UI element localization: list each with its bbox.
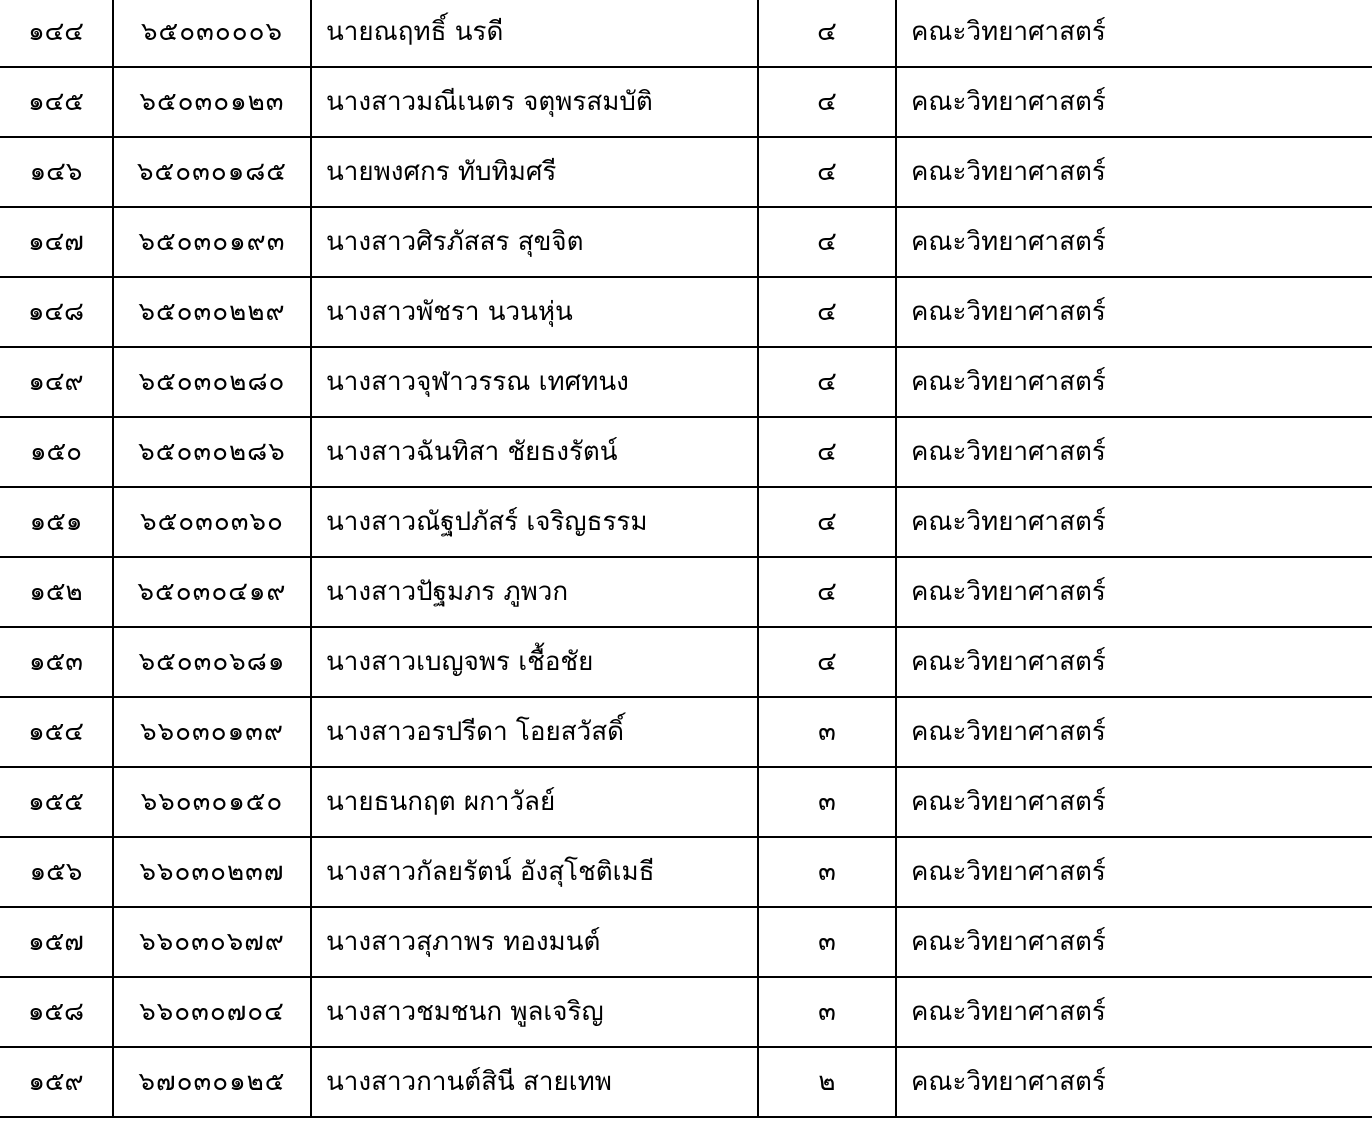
table-row [0, 837, 1372, 907]
table-row [0, 347, 1372, 417]
student-name: นางสาวพัชรา นวนหุ่น [311, 277, 758, 347]
table-row [0, 977, 1372, 1047]
faculty: คณะวิทยาศาสตร์ [896, 907, 1372, 977]
row-number: ๑๕๙ [0, 1047, 113, 1117]
year-level: ๓ [758, 767, 896, 837]
student-name: นางสาวอรปรีดา โอยสวัสดิ์ [311, 697, 758, 767]
table-row [0, 907, 1372, 977]
student-name: นางสาวศิรภัสสร สุขจิต [311, 207, 758, 277]
student-name: นายธนกฤต ผกาวัลย์ [311, 767, 758, 837]
student-id: ๖๕๐๓๐๒๘๖ [113, 417, 311, 487]
table-row [0, 277, 1372, 347]
table-row [0, 697, 1372, 767]
student-name: นางสาวกัลยรัตน์ อังสุโชติเมธี [311, 837, 758, 907]
student-name: นางสาวณัฐปภัสร์ เจริญธรรม [311, 487, 758, 557]
year-level: ๓ [758, 977, 896, 1047]
row-number: ๑๕๒ [0, 557, 113, 627]
student-id: ๖๖๐๓๐๑๓๙ [113, 697, 311, 767]
student-name: นางสาวเบญจพร เชื้อชัย [311, 627, 758, 697]
year-level: ๔ [758, 277, 896, 347]
student-name: นางสาวจุฬาวรรณ เทศทนง [311, 347, 758, 417]
faculty: คณะวิทยาศาสตร์ [896, 417, 1372, 487]
student-id: ๖๕๐๓๐๔๑๙ [113, 557, 311, 627]
student-name: นางสาวกานต์สินี สายเทพ [311, 1047, 758, 1117]
row-number: ๑๔๕ [0, 67, 113, 137]
row-number: ๑๔๘ [0, 277, 113, 347]
student-name: นางสาวมณีเนตร จตุพรสมบัติ [311, 67, 758, 137]
row-number: ๑๕๓ [0, 627, 113, 697]
student-name: นายณฤทธิ์ นรดี [311, 0, 758, 67]
table-row [0, 207, 1372, 277]
year-level: ๓ [758, 907, 896, 977]
year-level: ๔ [758, 347, 896, 417]
student-id: ๖๕๐๓๐๑๒๓ [113, 67, 311, 137]
row-number: ๑๕๘ [0, 977, 113, 1047]
year-level: ๒ [758, 1047, 896, 1117]
table-row [0, 137, 1372, 207]
student-name: นางสาวฉันทิสา ชัยธงรัตน์ [311, 417, 758, 487]
student-id: ๖๖๐๓๐๖๗๙ [113, 907, 311, 977]
row-number: ๑๔๖ [0, 137, 113, 207]
row-number: ๑๕๐ [0, 417, 113, 487]
faculty: คณะวิทยาศาสตร์ [896, 977, 1372, 1047]
student-id: ๖๕๐๓๐๒๘๐ [113, 347, 311, 417]
year-level: ๔ [758, 137, 896, 207]
row-number: ๑๕๗ [0, 907, 113, 977]
table-row [0, 557, 1372, 627]
year-level: ๔ [758, 627, 896, 697]
faculty: คณะวิทยาศาสตร์ [896, 277, 1372, 347]
student-id: ๖๖๐๓๐๑๕๐ [113, 767, 311, 837]
student-id: ๖๕๐๓๐๓๖๐ [113, 487, 311, 557]
faculty: คณะวิทยาศาสตร์ [896, 207, 1372, 277]
row-number: ๑๔๔ [0, 0, 113, 67]
faculty: คณะวิทยาศาสตร์ [896, 67, 1372, 137]
row-number: ๑๕๔ [0, 697, 113, 767]
faculty: คณะวิทยาศาสตร์ [896, 347, 1372, 417]
row-number: ๑๕๑ [0, 487, 113, 557]
student-name: นางสาวสุภาพร ทองมนต์ [311, 907, 758, 977]
row-number: ๑๔๙ [0, 347, 113, 417]
year-level: ๔ [758, 207, 896, 277]
student-id: ๖๕๐๓๐๒๒๙ [113, 277, 311, 347]
table-row [0, 487, 1372, 557]
row-number: ๑๔๗ [0, 207, 113, 277]
student-id: ๖๕๐๓๐๐๐๖ [113, 0, 311, 67]
year-level: ๔ [758, 67, 896, 137]
table-row [0, 417, 1372, 487]
table-row [0, 1047, 1372, 1117]
student-id: ๖๕๐๓๐๖๘๑ [113, 627, 311, 697]
student-id: ๖๖๐๓๐๗๐๔ [113, 977, 311, 1047]
student-name: นางสาวปัฐมภร ภูพวก [311, 557, 758, 627]
student-name: นางสาวชมชนก พูลเจริญ [311, 977, 758, 1047]
year-level: ๔ [758, 0, 896, 67]
faculty: คณะวิทยาศาสตร์ [896, 627, 1372, 697]
faculty: คณะวิทยาศาสตร์ [896, 0, 1372, 67]
table-row [0, 767, 1372, 837]
year-level: ๔ [758, 557, 896, 627]
row-number: ๑๕๖ [0, 837, 113, 907]
faculty: คณะวิทยาศาสตร์ [896, 487, 1372, 557]
table-row [0, 0, 1372, 67]
student-name: นายพงศกร ทับทิมศรี [311, 137, 758, 207]
table-row [0, 67, 1372, 137]
faculty: คณะวิทยาศาสตร์ [896, 767, 1372, 837]
year-level: ๓ [758, 837, 896, 907]
faculty: คณะวิทยาศาสตร์ [896, 137, 1372, 207]
faculty: คณะวิทยาศาสตร์ [896, 1047, 1372, 1117]
row-number: ๑๕๕ [0, 767, 113, 837]
faculty: คณะวิทยาศาสตร์ [896, 557, 1372, 627]
student-id: ๖๕๐๓๐๑๙๓ [113, 207, 311, 277]
student-id: ๖๖๐๓๐๒๓๗ [113, 837, 311, 907]
year-level: ๔ [758, 417, 896, 487]
faculty: คณะวิทยาศาสตร์ [896, 697, 1372, 767]
year-level: ๔ [758, 487, 896, 557]
year-level: ๓ [758, 697, 896, 767]
student-id: ๖๕๐๓๐๑๘๕ [113, 137, 311, 207]
faculty: คณะวิทยาศาสตร์ [896, 837, 1372, 907]
table-row [0, 627, 1372, 697]
student-id: ๖๗๐๓๐๑๒๕ [113, 1047, 311, 1117]
